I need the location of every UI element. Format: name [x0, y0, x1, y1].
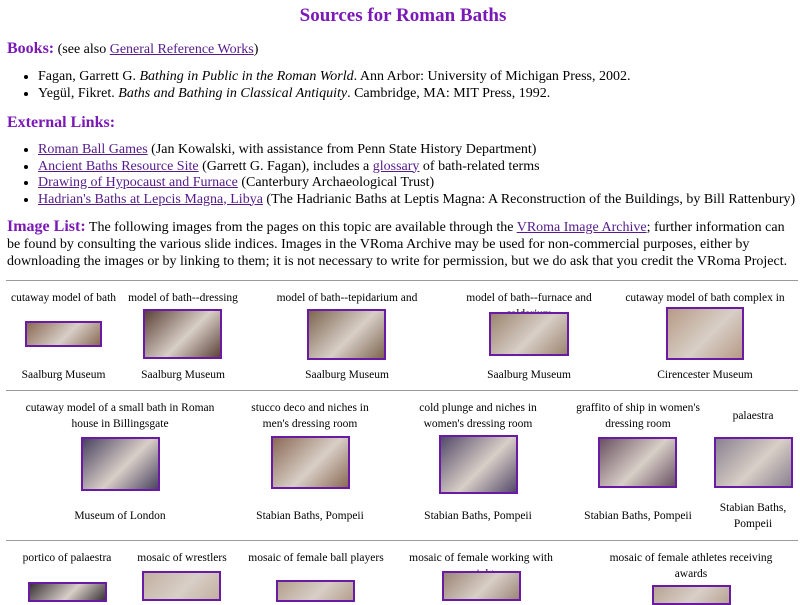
page-title: Sources for Roman Baths: [299, 5, 507, 26]
image-list-section: [7, 218, 796, 270]
thumbnail-image: [27, 323, 100, 345]
thumbnail-link[interactable]: [142, 571, 221, 601]
image-caption: portico of palaestra: [22, 552, 112, 564]
thumbnail-image: [273, 438, 348, 487]
image-cell: [6, 401, 234, 529]
link-item: [38, 159, 796, 176]
thumbnail-link[interactable]: [652, 585, 731, 605]
thumbnail-image: [654, 587, 729, 603]
links-section: [7, 114, 796, 132]
image-list-text: The following images from the pages on this topic are available through the: [85, 220, 517, 235]
thumbnail-link[interactable]: [271, 436, 350, 489]
vroma-archive-link[interactable]: VRoma Image Archive: [516, 220, 647, 235]
glossary-link[interactable]: glossary: [372, 158, 420, 174]
general-reference-link[interactable]: General Reference Works: [109, 42, 254, 57]
thumbnail-image: [668, 309, 742, 358]
books-heading: Books:: [7, 40, 55, 57]
image-cell: [118, 291, 248, 387]
thumbnail-image: [441, 437, 516, 492]
thumbnail-link[interactable]: [439, 435, 518, 494]
image-cell: [708, 401, 798, 529]
roman-ball-games-link[interactable]: Roman Ball Games: [38, 142, 148, 157]
link-description: (The Hadrianic Baths at Leptis Magna: A Reconstruction of the Buildings, by Bill Rattenbury): [262, 191, 796, 207]
thumbnail-link[interactable]: [143, 309, 222, 359]
thumbnail-link[interactable]: [276, 580, 355, 602]
see-also-suffix: ): [253, 42, 259, 57]
image-caption: model of bath--dressing: [128, 292, 238, 304]
hypocaust-drawing-link[interactable]: Drawing of Hypocaust and Furnace: [38, 175, 238, 190]
image-caption: model of bath--tepidarium and: [276, 292, 418, 304]
books-list: [7, 69, 796, 102]
thumbnail-link[interactable]: [442, 571, 521, 601]
image-cell: [6, 291, 121, 387]
thumbnail-image: [30, 584, 105, 600]
image-source: Stabian Baths, Pompeii: [256, 510, 364, 522]
external-links-heading: External Links:: [7, 114, 116, 131]
image-caption: cutaway model of a small bath in Roman house in Billingsgate: [25, 402, 215, 430]
image-source: Stabian Baths, Pompeii: [719, 502, 787, 530]
link-description: of bath-related terms: [419, 158, 540, 174]
book-item: [38, 69, 796, 86]
books-list-container: [7, 69, 796, 102]
image-caption: stucco deco and niches in men's dressing room: [251, 402, 369, 430]
thumbnail-link[interactable]: [81, 437, 160, 491]
image-cell: [614, 291, 796, 387]
link-description: (Canterbury Archaeological Trust): [237, 175, 435, 190]
thumbnail-image: [144, 573, 219, 599]
hadrians-baths-link[interactable]: Hadrian's Baths at Lepcis Magna, Libya: [38, 191, 263, 207]
image-source: Saalburg Museum: [21, 369, 106, 381]
image-cell: [6, 551, 128, 593]
thumbnail-image: [491, 314, 567, 354]
image-list-heading: Image List:: [7, 218, 86, 235]
image-caption: cutaway model of bath complex in: [625, 292, 785, 304]
thumbnail-image: [716, 439, 791, 486]
thumbnail-image: [600, 439, 675, 486]
thumbnail-link[interactable]: [307, 309, 386, 360]
image-list-text: ; further information can be found by consulting the various slide indices. Images in the VRoma Archive may be used for non-commercial purposes, either by downloading the images or by linking to them; it is not necessary to write for permission, but we do ask that you credit the VRoma Project.: [7, 220, 788, 269]
image-cell: [392, 401, 564, 529]
book-item: [38, 86, 796, 103]
thumbnail-image: [278, 582, 353, 600]
thumbnail-link[interactable]: [489, 312, 569, 356]
ancient-baths-link[interactable]: Ancient Baths Resource Site: [38, 158, 199, 174]
thumbnail-link[interactable]: [714, 437, 793, 488]
image-cell: [128, 551, 236, 593]
thumbnail-image: [83, 439, 158, 489]
image-cell: [594, 551, 788, 593]
image-caption: model of bath--furnace and: [466, 292, 592, 304]
image-caption: mosaic of wrestlers: [137, 552, 227, 564]
book-title: Bathing in Public in the Roman World: [139, 69, 354, 84]
image-caption: mosaic of female working with: [409, 552, 553, 564]
link-description: (Jan Kowalski, with assistance from Penn State History Department): [147, 142, 537, 157]
image-caption: cold plunge and niches in women's dressing room: [419, 402, 537, 430]
books-section: [7, 40, 796, 58]
image-source: Saalburg Museum: [305, 369, 389, 381]
image-source: Museum of London: [74, 510, 166, 522]
image-caption: palaestra: [732, 410, 774, 422]
image-caption: mosaic of female athletes receiving awards: [609, 552, 773, 580]
thumbnail-link[interactable]: [666, 307, 744, 360]
image-cell: [236, 401, 384, 529]
external-links-list: [7, 142, 796, 208]
see-also-prefix: (see also: [57, 42, 110, 57]
link-item: [38, 192, 796, 209]
divider: [6, 390, 798, 391]
link-item: [38, 175, 796, 192]
image-source: Stabian Baths, Pompeii: [584, 510, 692, 522]
divider: [6, 280, 798, 281]
thumbnail-image: [309, 311, 384, 358]
thumbnail-link[interactable]: [598, 437, 677, 488]
book-publisher: . Cambridge, MA: MIT Press, 1992.: [347, 85, 551, 101]
book-title: Baths and Bathing in Classical Antiquity: [118, 85, 348, 101]
image-caption: cutaway model of bath: [10, 292, 117, 304]
image-source: Saalburg Museum: [141, 369, 225, 381]
thumbnail-image: [145, 311, 220, 357]
image-source: Cirencester Museum: [657, 369, 753, 381]
thumbnail-image: [444, 573, 519, 599]
image-source: Stabian Baths, Pompeii: [424, 510, 532, 522]
book-publisher: . Ann Arbor: University of Michigan Press, 2002.: [353, 69, 631, 84]
image-caption: graffito of ship in women's dressing room: [576, 402, 700, 430]
links-list-container: [7, 142, 796, 208]
divider: [6, 540, 798, 541]
image-source: Saalburg Museum: [487, 369, 571, 381]
image-cell: [242, 551, 390, 593]
image-cell: [444, 291, 614, 387]
image-cell: [398, 551, 564, 593]
image-cell: [572, 401, 704, 529]
book-author: Fagan, Garrett G.: [38, 69, 140, 84]
image-cell: [252, 291, 442, 387]
image-caption: mosaic of female ball players: [248, 552, 384, 564]
book-author: Yegül, Fikret.: [38, 85, 119, 101]
link-description: (Garrett G. Fagan), includes a: [198, 158, 373, 174]
thumbnail-link[interactable]: [28, 582, 107, 602]
thumbnail-link[interactable]: [25, 321, 102, 347]
link-item: [38, 142, 796, 159]
